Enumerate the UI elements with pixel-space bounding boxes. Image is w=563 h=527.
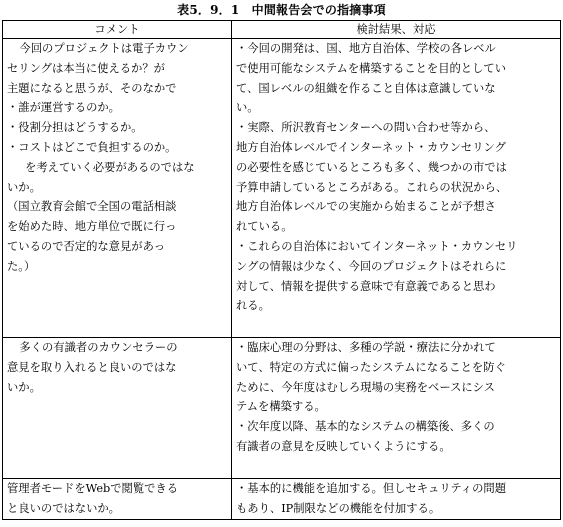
comment-cell bbox=[3, 39, 232, 338]
response-line: れる。 bbox=[236, 299, 270, 313]
response-line: ・これらの自治体においてインターネット・カウンセリ bbox=[236, 239, 518, 253]
comment-cell bbox=[3, 338, 232, 479]
response-line: もあり、IP制限などの機能を付加する。 bbox=[236, 501, 441, 515]
response-line: い。 bbox=[236, 101, 259, 115]
comment-line: いか。 bbox=[7, 180, 41, 194]
response-line: 予算申請しているところがある。これらの状況から、 bbox=[236, 180, 508, 194]
response-line: ・臨床心理の分野は、多種の学説・療法に分かれて bbox=[236, 341, 496, 354]
response-line: の必要性を感じているところも多く、幾つかの市では bbox=[236, 160, 507, 174]
response-line: ・実際、所沢教育センターへの問い合わせ等から、 bbox=[236, 121, 496, 135]
review-table bbox=[2, 20, 561, 520]
comment-line: と良いのではないか。 bbox=[7, 501, 120, 515]
response-cell bbox=[232, 39, 561, 338]
response-line: て、国レベルの組織を作ること自体は意識していな bbox=[236, 81, 496, 95]
header-row bbox=[3, 21, 561, 39]
response-line: 地方自治体レベルでインターネット・カウンセリング bbox=[236, 140, 506, 154]
response-line: ・今回の開発は、国、地方自治体、学校の各レベル bbox=[236, 42, 496, 55]
comment-line: を考えていく必要があるのではな bbox=[25, 160, 195, 174]
table-row bbox=[3, 338, 561, 479]
header-response: 検討結果、対応 bbox=[232, 21, 561, 39]
response-line: テムを構築する。 bbox=[236, 400, 326, 414]
response-cell bbox=[232, 338, 561, 479]
comment-line: た。） bbox=[7, 259, 36, 273]
response-line: で使用可能なシステムを構築することを目的としてい bbox=[236, 61, 506, 75]
comment-line: ・誰が運営するのか。 bbox=[7, 101, 120, 115]
response-line: ために、今年度はむしろ現場の実務をベースにシス bbox=[236, 380, 495, 394]
comment-line: ているので否定的な意見があっ bbox=[7, 239, 166, 253]
response-line: ・次年度以降、基本的なシステムの構築後、多くの bbox=[236, 420, 495, 434]
response-line: 有識者の意見を反映していくようにする。 bbox=[236, 439, 451, 453]
response-line: 対して、情報を提供する意味で有意義であると思わ bbox=[236, 279, 496, 293]
comment-line: 管理者モードをWebで閲覧できる bbox=[7, 482, 179, 495]
response-line: ングの情報は少なく、今回のプロジェクトはそれらに bbox=[236, 259, 507, 273]
response-line: れている。 bbox=[236, 220, 293, 234]
response-line: いて、特定の方式に偏ったシステムになることを防ぐ bbox=[236, 360, 506, 374]
comment-line: 今回のプロジェクトは電子カウン bbox=[19, 42, 189, 55]
comment-line: 意見を取り入れると良いのではな bbox=[7, 360, 177, 374]
header-comment: コメント bbox=[3, 21, 232, 39]
comment-line: ・役割分担はどうするか。 bbox=[7, 121, 143, 135]
comment-line: を始めた時、地方単位で既に行っ bbox=[7, 220, 177, 234]
comment-cell bbox=[3, 479, 232, 520]
table-row bbox=[3, 479, 561, 520]
comment-line: 多くの有識者のカウンセラーの bbox=[19, 341, 178, 354]
comment-line: （国立教育会館で全国の電話相談 bbox=[7, 200, 177, 214]
table-caption: 表5．9．1 中間報告会での指摘事項 bbox=[177, 3, 386, 17]
comment-line: いか。 bbox=[7, 380, 41, 394]
response-line: 地方自治体レベルでの実施から始まることが予想さ bbox=[236, 200, 496, 214]
comment-line: 主題になると思うが、そのなかで bbox=[7, 81, 177, 95]
response-line: ・基本的に機能を追加する。但しセキュリティの問題 bbox=[236, 482, 506, 495]
comment-line: セリングは本当に使えるか？が bbox=[7, 61, 165, 75]
response-cell bbox=[232, 479, 561, 520]
table-row bbox=[3, 39, 561, 338]
comment-line: ・コストはどこで負担するのか。 bbox=[7, 140, 177, 154]
